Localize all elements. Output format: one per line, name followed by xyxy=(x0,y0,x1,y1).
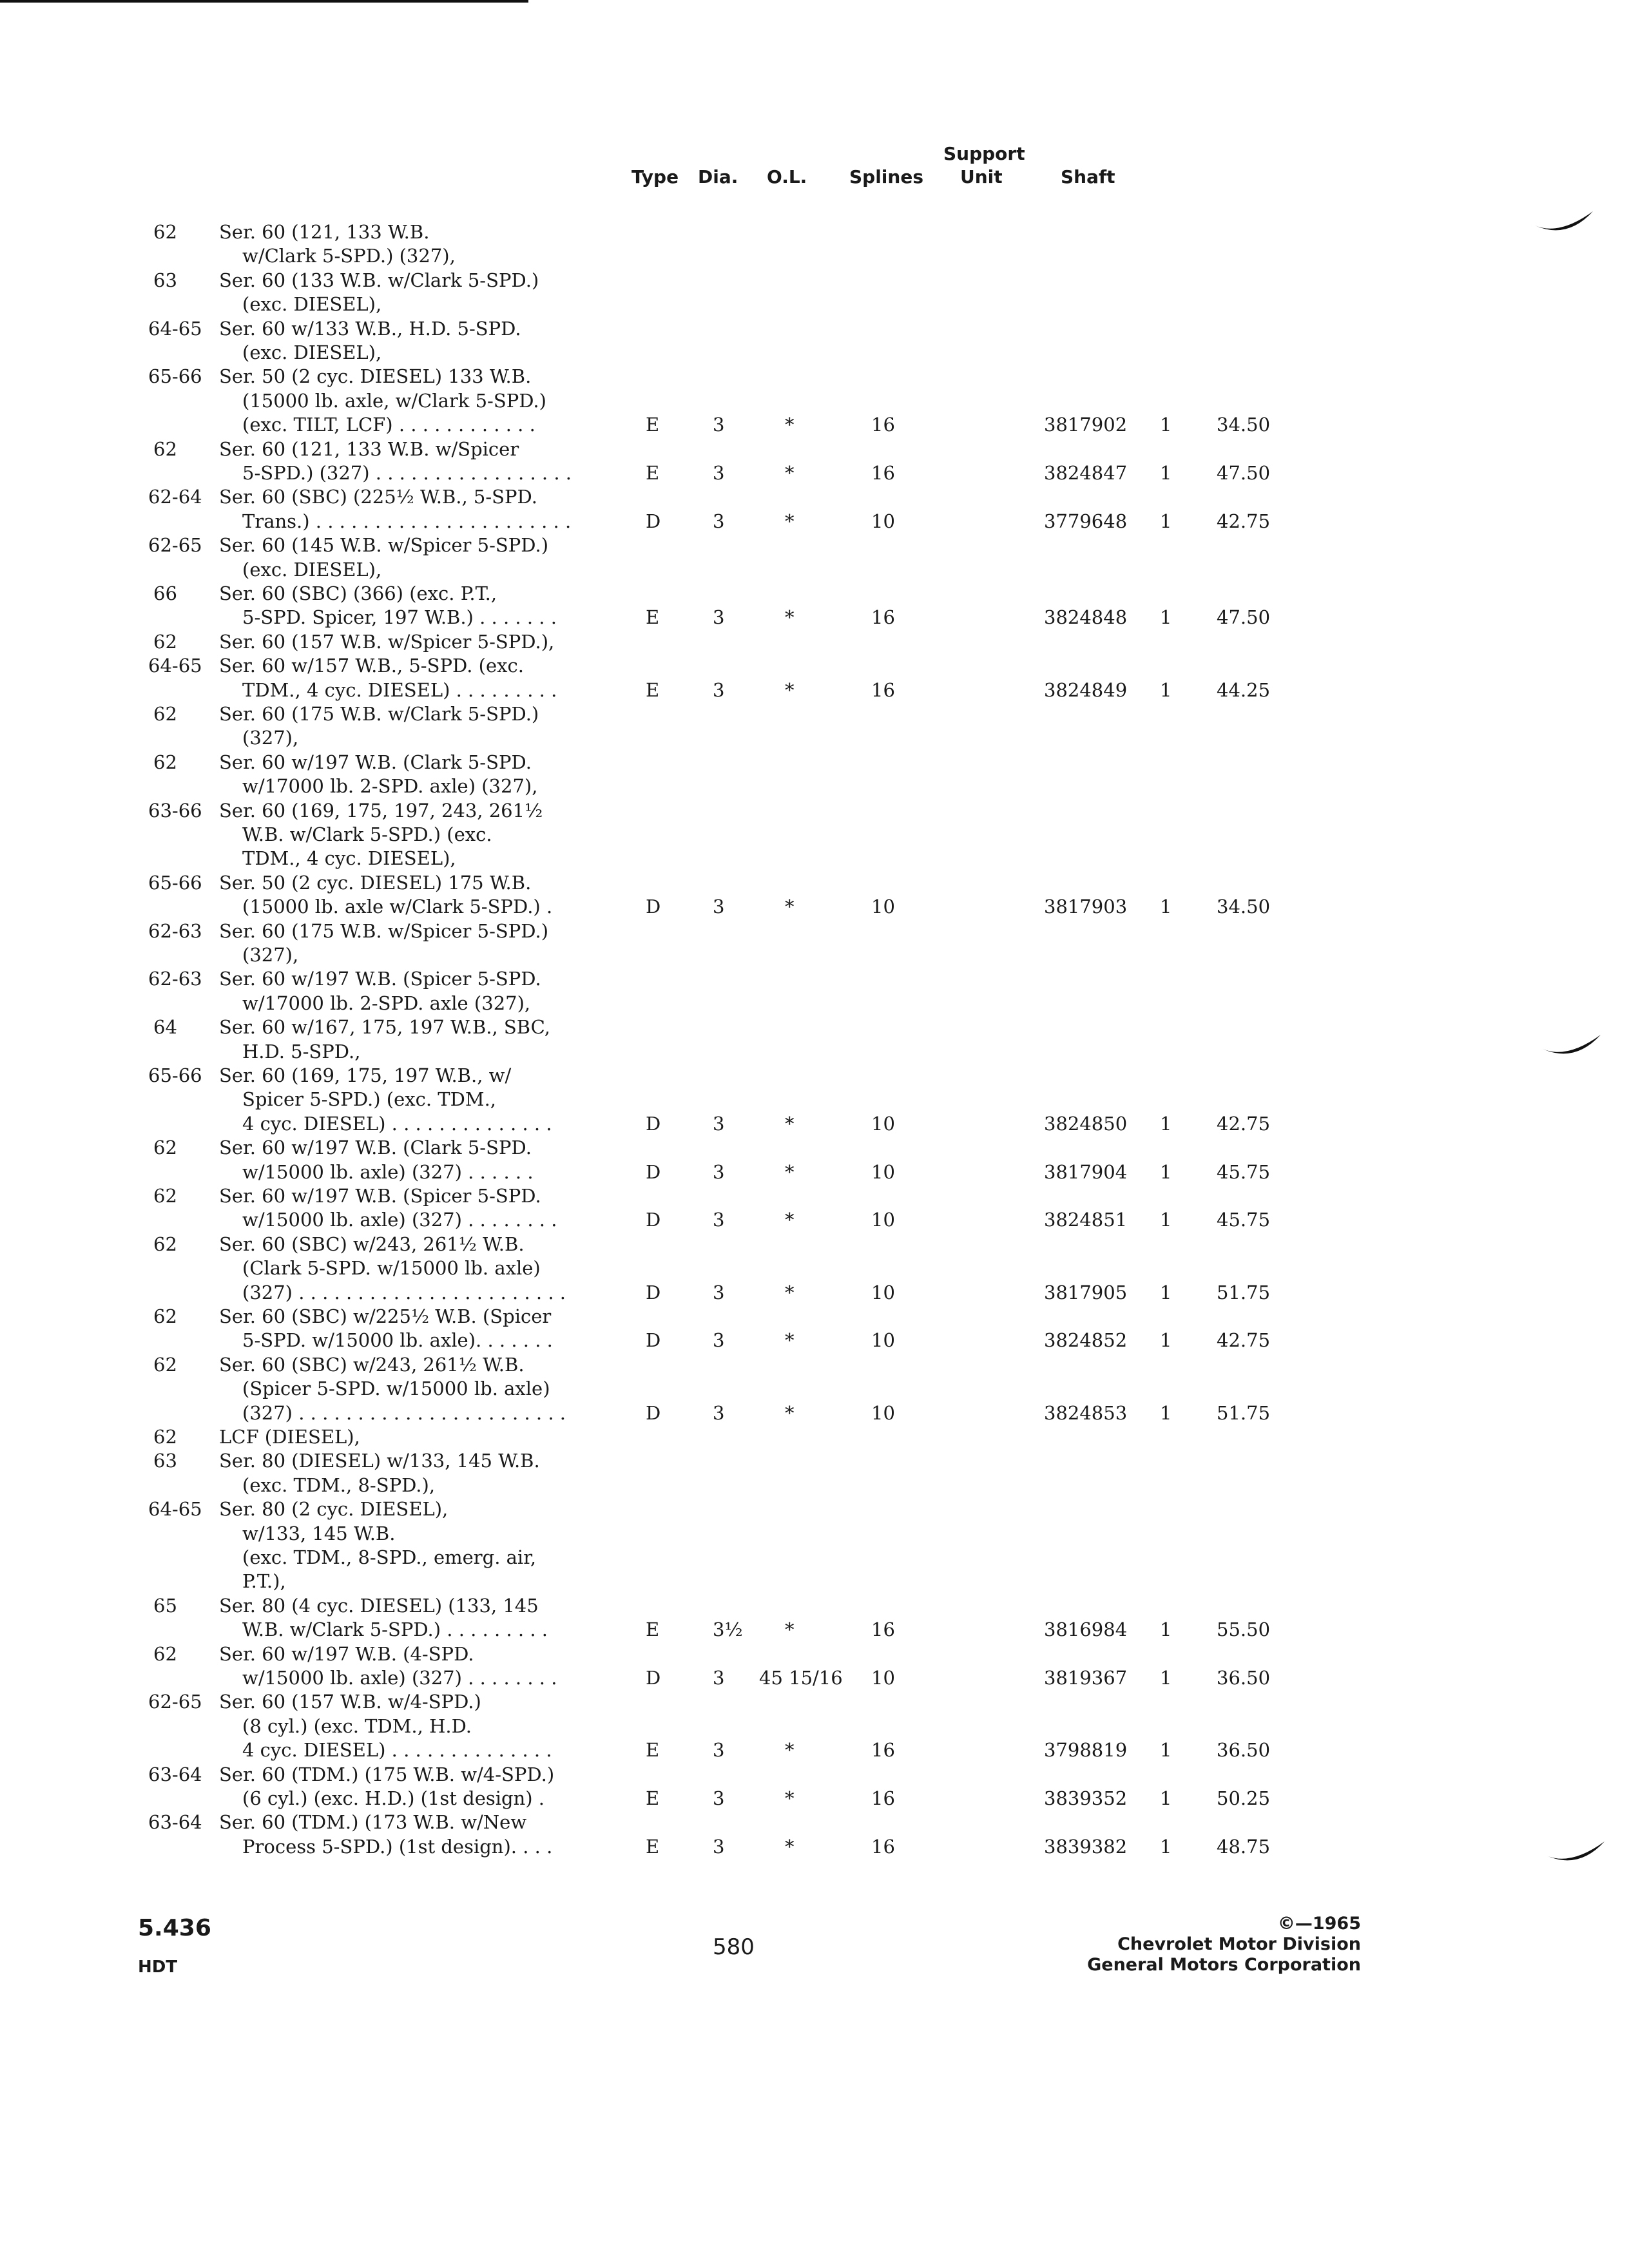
row-description: w/15000 lb. axle) (327) . . . . . . . . xyxy=(242,1667,557,1689)
cell-type: D xyxy=(646,1112,661,1135)
row-year: 62 xyxy=(153,1642,177,1665)
cell-part-number: 3817903 xyxy=(1044,896,1128,918)
cell-quantity: 1 xyxy=(1160,1329,1172,1352)
row-year: 62 xyxy=(153,1426,177,1448)
cell-dia: 3 xyxy=(713,1209,725,1231)
cell-dia: 3 xyxy=(713,896,725,918)
header-dia: Dia. xyxy=(698,166,738,187)
cell-splines: 10 xyxy=(871,510,895,532)
cell-part-number: 3824848 xyxy=(1044,606,1128,629)
cell-type: D xyxy=(646,896,661,918)
cell-part-number: 3824853 xyxy=(1044,1401,1128,1424)
row-description: Ser. 60 (157 W.B. w/Spicer 5-SPD.), xyxy=(219,630,555,653)
row-description: LCF (DIESEL), xyxy=(219,1426,360,1448)
cell-type: E xyxy=(646,462,660,484)
row-description: w/Clark 5-SPD.) (327), xyxy=(242,245,456,267)
cell-splines: 10 xyxy=(871,1329,895,1352)
row-description: Ser. 60 w/197 W.B. (Clark 5-SPD. xyxy=(219,751,532,773)
cell-splines: 16 xyxy=(871,1739,895,1762)
row-description: 4 cyc. DIESEL) . . . . . . . . . . . . . . xyxy=(242,1739,552,1762)
row-description: (327) . . . . . . . . . . . . . . . . . . . . . . . xyxy=(242,1401,566,1424)
row-description: (exc. DIESEL), xyxy=(242,558,382,581)
cell-price: 44.25 xyxy=(1217,678,1271,701)
cell-part-number: 3817905 xyxy=(1044,1281,1128,1303)
row-description: (exc. TDM., 8-SPD.), xyxy=(242,1474,436,1496)
row-year: 64-65 xyxy=(148,655,202,677)
cell-dia: 3 xyxy=(713,1281,725,1303)
cell-price: 48.75 xyxy=(1217,1835,1271,1858)
cell-quantity: 1 xyxy=(1160,462,1172,484)
cell-quantity: 1 xyxy=(1160,1787,1172,1809)
cell-splines: 10 xyxy=(871,1401,895,1424)
row-description: Ser. 60 (SBC) (225½ W.B., 5-SPD. xyxy=(219,486,537,508)
row-year: 64-65 xyxy=(148,1498,202,1521)
cell-dia: 3 xyxy=(713,678,725,701)
cell-ol: * xyxy=(785,510,795,532)
cell-part-number: 3839352 xyxy=(1044,1787,1128,1809)
page-number: 580 xyxy=(713,1934,755,1960)
cell-price: 47.50 xyxy=(1217,606,1271,629)
row-description: Process 5-SPD.) (1st design). . . . xyxy=(242,1835,553,1858)
row-description: Ser. 60 (SBC) w/243, 261½ W.B. xyxy=(219,1233,525,1255)
row-description: w/17000 lb. 2-SPD. axle) (327), xyxy=(242,775,538,798)
cell-quantity: 1 xyxy=(1160,1401,1172,1424)
row-year: 62 xyxy=(153,1353,177,1376)
cell-ol: * xyxy=(785,1112,795,1135)
row-year: 62-65 xyxy=(148,1691,202,1713)
cell-part-number: 3824849 xyxy=(1044,678,1128,701)
copyright: ©—1965 xyxy=(1277,1914,1361,1934)
cell-dia: 3 xyxy=(713,462,725,484)
row-description: Ser. 60 (121, 133 W.B. w/Spicer xyxy=(219,437,519,460)
cell-dia: 3 xyxy=(713,414,725,436)
row-description: Ser. 60 w/197 W.B. (Spicer 5-SPD. xyxy=(219,1185,541,1207)
corporation-name: General Motors Corporation xyxy=(1087,1955,1361,1975)
cell-ol: * xyxy=(785,1329,795,1352)
cell-type: D xyxy=(646,1667,661,1689)
row-description: Ser. 60 (145 W.B. w/Spicer 5-SPD.) xyxy=(219,534,549,557)
row-description: Ser. 60 w/133 W.B., H.D. 5-SPD. xyxy=(219,317,521,340)
cell-type: E xyxy=(646,1835,660,1858)
row-description: Spicer 5-SPD.) (exc. TDM., xyxy=(242,1088,497,1111)
row-description: Ser. 60 w/197 W.B. (Spicer 5-SPD. xyxy=(219,968,541,990)
cell-part-number: 3839382 xyxy=(1044,1835,1128,1858)
row-description: w/15000 lb. axle) (327) . . . . . . xyxy=(242,1160,534,1183)
row-description: 4 cyc. DIESEL) . . . . . . . . . . . . . . xyxy=(242,1112,552,1135)
cell-type: D xyxy=(646,1209,661,1231)
row-description: Ser. 60 (SBC) w/225½ W.B. (Spicer xyxy=(219,1305,552,1327)
cell-quantity: 1 xyxy=(1160,1112,1172,1135)
cell-type: D xyxy=(646,1281,661,1303)
cell-quantity: 1 xyxy=(1160,1619,1172,1641)
row-description: Ser. 60 (169, 175, 197 W.B., w/ xyxy=(219,1064,512,1086)
cell-splines: 10 xyxy=(871,1112,895,1135)
row-description: Ser. 60 (TDM.) (175 W.B. w/4-SPD.) xyxy=(219,1763,555,1785)
row-year: 62-63 xyxy=(148,968,202,990)
cell-part-number: 3779648 xyxy=(1044,510,1128,532)
row-year: 62 xyxy=(153,1137,177,1159)
check-mark-icon xyxy=(1534,207,1598,240)
cell-part-number: 3824850 xyxy=(1044,1112,1128,1135)
cell-dia: 3 xyxy=(713,1667,725,1689)
cell-ol: * xyxy=(785,1401,795,1424)
row-description: W.B. w/Clark 5-SPD.) . . . . . . . . . xyxy=(242,1619,548,1641)
cell-dia: 3 xyxy=(713,1112,725,1135)
cell-price: 50.25 xyxy=(1217,1787,1271,1809)
row-description: TDM., 4 cyc. DIESEL), xyxy=(242,847,456,870)
section-code: HDT xyxy=(138,1957,178,1977)
row-description: Ser. 60 (121, 133 W.B. xyxy=(219,221,430,243)
row-year: 64-65 xyxy=(148,317,202,340)
cell-dia: 3 xyxy=(713,606,725,629)
cell-part-number: 3824852 xyxy=(1044,1329,1128,1352)
cell-splines: 16 xyxy=(871,678,895,701)
cell-dia: 3 xyxy=(713,1835,725,1858)
cell-ol: 45 15/16 xyxy=(759,1667,843,1689)
cell-splines: 10 xyxy=(871,1281,895,1303)
cell-price: 34.50 xyxy=(1217,896,1271,918)
header-type: Type xyxy=(631,166,679,187)
cell-dia: 3 xyxy=(713,1160,725,1183)
row-year: 65-66 xyxy=(148,365,202,388)
row-description: W.B. w/Clark 5-SPD.) (exc. xyxy=(242,823,492,845)
cell-quantity: 1 xyxy=(1160,1667,1172,1689)
row-description: (327), xyxy=(242,727,299,749)
cell-price: 42.75 xyxy=(1217,1112,1271,1135)
row-year: 62 xyxy=(153,437,177,460)
cell-part-number: 3817902 xyxy=(1044,414,1128,436)
row-description: 5-SPD. w/15000 lb. axle). . . . . . . xyxy=(242,1329,553,1352)
cell-splines: 16 xyxy=(871,1619,895,1641)
cell-ol: * xyxy=(785,1281,795,1303)
cell-part-number: 3824851 xyxy=(1044,1209,1128,1231)
cell-ol: * xyxy=(785,896,795,918)
row-description: Ser. 60 w/157 W.B., 5-SPD. (exc. xyxy=(219,655,524,677)
cell-price: 45.75 xyxy=(1217,1160,1271,1183)
row-year: 62 xyxy=(153,1233,177,1255)
cell-price: 36.50 xyxy=(1217,1667,1271,1689)
row-description: w/15000 lb. axle) (327) . . . . . . . . xyxy=(242,1209,557,1231)
cell-splines: 16 xyxy=(871,462,895,484)
cell-dia: 3½ xyxy=(713,1619,743,1641)
cell-dia: 3 xyxy=(713,1401,725,1424)
cell-type: D xyxy=(646,510,661,532)
row-year: 65 xyxy=(153,1594,177,1617)
cell-splines: 16 xyxy=(871,606,895,629)
row-description: Ser. 60 (157 W.B. w/4-SPD.) xyxy=(219,1691,481,1713)
row-year: 65-66 xyxy=(148,871,202,894)
cell-price: 45.75 xyxy=(1217,1209,1271,1231)
header-splines: Splines xyxy=(849,166,923,187)
row-description: Ser. 60 (SBC) w/243, 261½ W.B. xyxy=(219,1353,525,1376)
row-description: (exc. DIESEL), xyxy=(242,341,382,363)
row-year: 64 xyxy=(153,1016,177,1039)
cell-quantity: 1 xyxy=(1160,678,1172,701)
cell-part-number: 3817904 xyxy=(1044,1160,1128,1183)
cell-price: 42.75 xyxy=(1217,1329,1271,1352)
cell-quantity: 1 xyxy=(1160,1281,1172,1303)
cell-type: E xyxy=(646,678,660,701)
row-year: 62 xyxy=(153,1305,177,1327)
row-description: (15000 lb. axle, w/Clark 5-SPD.) xyxy=(242,389,546,412)
cell-type: E xyxy=(646,1787,660,1809)
cell-price: 51.75 xyxy=(1217,1281,1271,1303)
row-description: (exc. DIESEL), xyxy=(242,293,382,316)
cell-ol: * xyxy=(785,1619,795,1641)
row-description: H.D. 5-SPD., xyxy=(242,1040,361,1062)
cell-price: 47.50 xyxy=(1217,462,1271,484)
row-description: Ser. 80 (4 cyc. DIESEL) (133, 145 xyxy=(219,1594,539,1617)
cell-price: 55.50 xyxy=(1217,1619,1271,1641)
row-description: Ser. 60 (TDM.) (173 W.B. w/New xyxy=(219,1811,527,1834)
cell-quantity: 1 xyxy=(1160,414,1172,436)
row-description: (Clark 5-SPD. w/15000 lb. axle) xyxy=(242,1257,541,1280)
row-year: 62 xyxy=(153,630,177,653)
cell-splines: 10 xyxy=(871,1209,895,1231)
cell-dia: 3 xyxy=(713,1787,725,1809)
row-year: 62 xyxy=(153,221,177,243)
row-description: (exc. TDM., 8-SPD., emerg. air, xyxy=(242,1546,537,1568)
row-description: Ser. 60 (175 W.B. w/Spicer 5-SPD.) xyxy=(219,919,549,942)
cell-part-number: 3798819 xyxy=(1044,1739,1128,1762)
row-description: (Spicer 5-SPD. w/15000 lb. axle) xyxy=(242,1378,550,1400)
cell-quantity: 1 xyxy=(1160,606,1172,629)
row-description: (327) . . . . . . . . . . . . . . . . . . . . . . . xyxy=(242,1281,566,1303)
cell-quantity: 1 xyxy=(1160,1835,1172,1858)
row-year: 63 xyxy=(153,269,177,291)
row-description: TDM., 4 cyc. DIESEL) . . . . . . . . . xyxy=(242,678,557,701)
row-description: (15000 lb. axle w/Clark 5-SPD.) . xyxy=(242,896,553,918)
cell-splines: 10 xyxy=(871,1667,895,1689)
check-mark-icon xyxy=(1545,1838,1610,1870)
cell-part-number: 3816984 xyxy=(1044,1619,1128,1641)
cell-ol: * xyxy=(785,1835,795,1858)
cell-ol: * xyxy=(785,1160,795,1183)
row-description: Ser. 60 (133 W.B. w/Clark 5-SPD.) xyxy=(219,269,539,291)
row-description: w/133, 145 W.B. xyxy=(242,1522,396,1544)
row-description: (exc. TILT, LCF) . . . . . . . . . . . . xyxy=(242,414,535,436)
cell-type: D xyxy=(646,1160,661,1183)
row-description: Ser. 50 (2 cyc. DIESEL) 175 W.B. xyxy=(219,871,532,894)
row-year: 62 xyxy=(153,703,177,725)
cell-quantity: 1 xyxy=(1160,896,1172,918)
row-description: Ser. 80 (DIESEL) w/133, 145 W.B. xyxy=(219,1450,540,1472)
row-year: 62 xyxy=(153,1185,177,1207)
cell-part-number: 3819367 xyxy=(1044,1667,1128,1689)
row-description: Ser. 60 (175 W.B. w/Clark 5-SPD.) xyxy=(219,703,539,725)
row-description: (6 cyl.) (exc. H.D.) (1st design) . xyxy=(242,1787,545,1809)
row-year: 62-63 xyxy=(148,919,202,942)
division-name: Chevrolet Motor Division xyxy=(1117,1934,1361,1954)
cell-splines: 16 xyxy=(871,1835,895,1858)
header-ol: O.L. xyxy=(767,166,807,187)
row-description: Trans.) . . . . . . . . . . . . . . . . . . . . . . xyxy=(242,510,572,532)
check-mark-icon xyxy=(1541,1031,1606,1063)
row-description: Ser. 60 w/197 W.B. (Clark 5-SPD. xyxy=(219,1137,532,1159)
cell-type: E xyxy=(646,1619,660,1641)
row-year: 63 xyxy=(153,1450,177,1472)
cell-quantity: 1 xyxy=(1160,510,1172,532)
row-description: Ser. 50 (2 cyc. DIESEL) 133 W.B. xyxy=(219,365,532,388)
cell-type: D xyxy=(646,1329,661,1352)
cell-type: D xyxy=(646,1401,661,1424)
header-support-line2: Unit xyxy=(960,166,1003,187)
row-year: 63-64 xyxy=(148,1811,202,1834)
row-description: (8 cyl.) (exc. TDM., H.D. xyxy=(242,1715,472,1737)
header-support-line1: Support xyxy=(943,143,1025,164)
cell-price: 36.50 xyxy=(1217,1739,1271,1762)
row-year: 62 xyxy=(153,751,177,773)
cell-ol: * xyxy=(785,606,795,629)
cell-type: E xyxy=(646,606,660,629)
cell-price: 42.75 xyxy=(1217,510,1271,532)
cell-dia: 3 xyxy=(713,510,725,532)
row-description: Ser. 60 w/167, 175, 197 W.B., SBC, xyxy=(219,1016,551,1039)
section-number: 5.436 xyxy=(138,1915,211,1941)
row-year: 65-66 xyxy=(148,1064,202,1086)
row-description: Ser. 80 (2 cyc. DIESEL), xyxy=(219,1498,448,1521)
cell-ol: * xyxy=(785,1739,795,1762)
row-description: (327), xyxy=(242,944,299,966)
row-description: 5-SPD.) (327) . . . . . . . . . . . . . . . . . xyxy=(242,462,572,484)
cell-quantity: 1 xyxy=(1160,1739,1172,1762)
cell-quantity: 1 xyxy=(1160,1160,1172,1183)
cell-ol: * xyxy=(785,1209,795,1231)
row-description: Ser. 60 (169, 175, 197, 243, 261½ xyxy=(219,799,543,822)
row-year: 62-65 xyxy=(148,534,202,557)
cell-type: E xyxy=(646,414,660,436)
row-year: 63-66 xyxy=(148,799,202,822)
row-year: 63-64 xyxy=(148,1763,202,1785)
cell-splines: 16 xyxy=(871,414,895,436)
cell-ol: * xyxy=(785,1787,795,1809)
row-year: 62-64 xyxy=(148,486,202,508)
cell-splines: 16 xyxy=(871,1787,895,1809)
row-description: w/17000 lb. 2-SPD. axle (327), xyxy=(242,992,531,1014)
cell-part-number: 3824847 xyxy=(1044,462,1128,484)
cell-ol: * xyxy=(785,678,795,701)
cell-splines: 10 xyxy=(871,1160,895,1183)
cell-ol: * xyxy=(785,414,795,436)
row-description: 5-SPD. Spicer, 197 W.B.) . . . . . . . xyxy=(242,606,557,629)
header-shaft: Shaft xyxy=(1061,166,1115,187)
row-description: P.T.), xyxy=(242,1570,286,1593)
cell-dia: 3 xyxy=(713,1329,725,1352)
cell-price: 51.75 xyxy=(1217,1401,1271,1424)
cell-quantity: 1 xyxy=(1160,1209,1172,1231)
cell-ol: * xyxy=(785,462,795,484)
row-description: Ser. 60 w/197 W.B. (4-SPD. xyxy=(219,1642,474,1665)
cell-splines: 10 xyxy=(871,896,895,918)
row-description: Ser. 60 (SBC) (366) (exc. P.T., xyxy=(219,582,497,604)
cell-price: 34.50 xyxy=(1217,414,1271,436)
cell-type: E xyxy=(646,1739,660,1762)
cell-dia: 3 xyxy=(713,1739,725,1762)
row-year: 66 xyxy=(153,582,177,604)
